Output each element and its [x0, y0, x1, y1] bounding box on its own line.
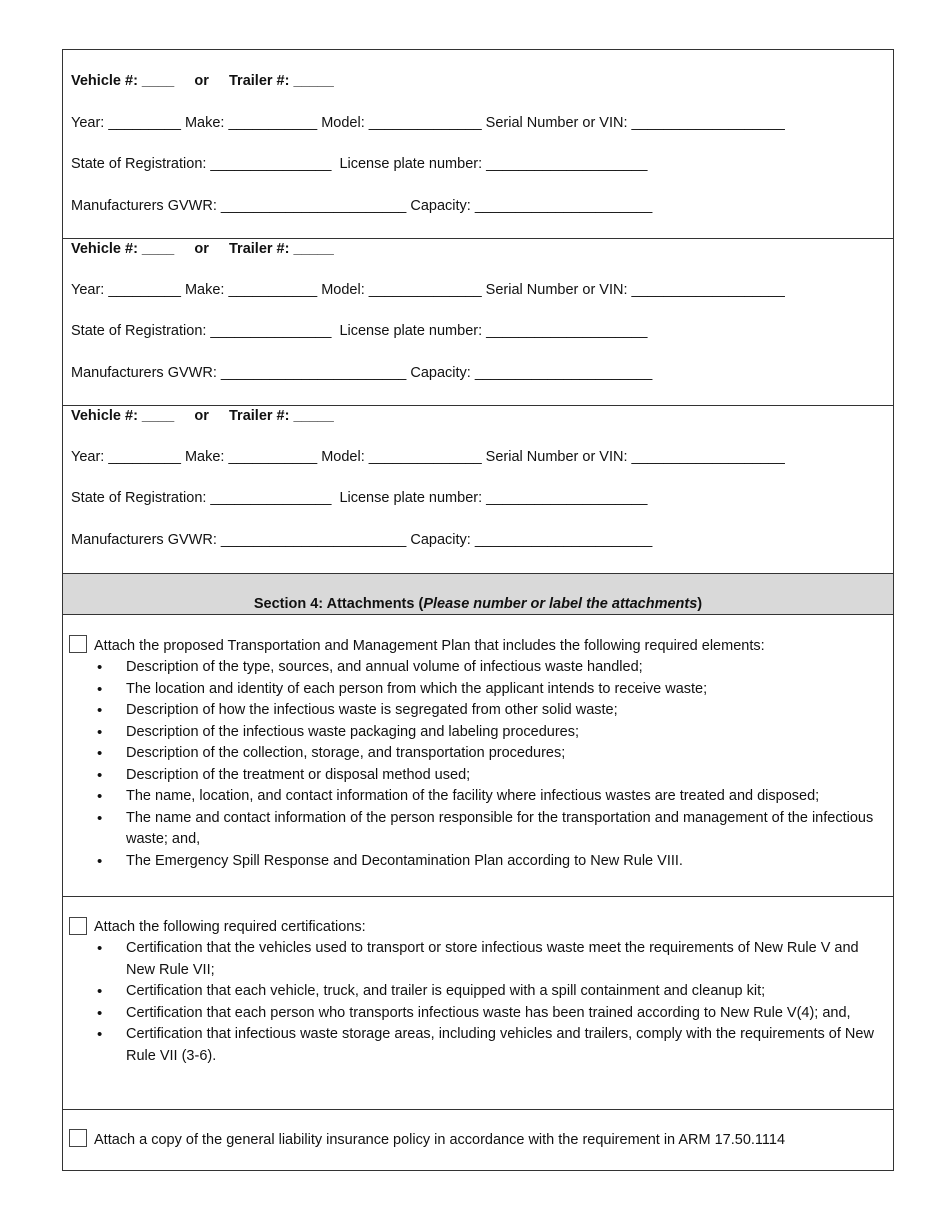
year-make-model-vin-line[interactable]: Year: _________ Make: ___________ Model: ______________ Serial Number or VIN: ___________________: [71, 282, 785, 298]
list-item: • The Emergency Spill Response and Decontamination Plan according to New Rule VIII.: [97, 852, 683, 870]
list-item: • Description of how the infectious waste is segregated from other solid waste;: [97, 702, 618, 719]
attachment-plan-lead: Attach the proposed Transportation and Management Plan that includes the following required elements:: [94, 638, 765, 654]
vehicle-block-2: [63, 238, 893, 405]
gvwr-capacity-line[interactable]: Manufacturers GVWR: _______________________ Capacity: ______________________: [71, 365, 653, 381]
certifications-list: [97, 938, 887, 1067]
vehicle-block-3: [63, 405, 893, 573]
vehicle-number-field[interactable]: Vehicle #: ____: [71, 73, 175, 89]
attachment-insurance: [63, 1109, 893, 1171]
or-label: or: [194, 241, 209, 257]
vehicle-block-1: [63, 50, 893, 238]
vehicle-trailer-line: [71, 408, 334, 424]
vehicle-number-field[interactable]: Vehicle #: ____: [71, 408, 175, 424]
section-4-title: Section 4: Attachments (Please number or label the attachments): [253, 596, 703, 612]
list-item: • The name, location, and contact information of the facility where infectious wastes are treated and disposed;: [97, 788, 820, 805]
list-item: • Certification that each person who transports infectious waste has been trained according to New Rule V(4); and,: [97, 1004, 851, 1022]
registration-plate-line[interactable]: State of Registration: _______________ License plate number: ____________________: [71, 490, 648, 506]
list-item: • The location and identity of each person from which the applicant intends to receive waste;: [97, 680, 708, 698]
vehicle-trailer-line: [71, 73, 334, 89]
list-item: • Certification that the vehicles used to transport or store infectious waste meet the requirements of New Rule V and New Rule VII;: [97, 940, 859, 978]
trailer-number-field[interactable]: Trailer #: _____: [229, 73, 334, 89]
year-make-model-vin-line[interactable]: Year: _________ Make: ___________ Model: ______________ Serial Number or VIN: ___________________: [71, 115, 785, 131]
plan-elements-list: [97, 657, 887, 872]
checkbox-insurance[interactable]: [69, 1129, 87, 1147]
list-item: • Description of the treatment or disposal method used;: [97, 766, 471, 784]
registration-plate-line[interactable]: State of Registration: _______________ License plate number: ____________________: [71, 323, 648, 339]
gvwr-capacity-line[interactable]: Manufacturers GVWR: _______________________ Capacity: ______________________: [71, 532, 653, 548]
list-item: • The name and contact information of the person responsible for the transportation and management of the infectious waste; and,: [97, 809, 874, 847]
year-make-model-vin-line[interactable]: Year: _________ Make: ___________ Model: ______________ Serial Number or VIN: ___________________: [71, 449, 785, 465]
or-label: or: [194, 408, 209, 424]
list-item: • Description of the collection, storage, and transportation procedures;: [97, 745, 566, 762]
list-item: • Description of the infectious waste packaging and labeling procedures;: [97, 723, 579, 741]
form-frame: [62, 49, 894, 1171]
or-label: or: [194, 73, 209, 89]
vehicle-number-field[interactable]: Vehicle #: ____: [71, 241, 175, 257]
attachment-certifications-lead: Attach the following required certifications:: [94, 919, 366, 935]
trailer-number-field[interactable]: Trailer #: _____: [229, 408, 334, 424]
attachment-insurance-lead: Attach a copy of the general liability insurance policy in accordance with the requirement in ARM 17.50.1114: [94, 1132, 786, 1148]
section-4-header: [63, 573, 893, 615]
list-item: • Certification that each vehicle, truck, and trailer is equipped with a spill containment and cleanup kit;: [97, 983, 766, 1000]
attachment-certifications: [63, 896, 893, 1109]
vehicle-trailer-line: [71, 241, 334, 257]
list-item: • Description of the type, sources, and annual volume of infectious waste handled;: [97, 659, 643, 676]
checkbox-plan[interactable]: [69, 635, 87, 653]
trailer-number-field[interactable]: Trailer #: _____: [229, 241, 334, 257]
registration-plate-line[interactable]: State of Registration: _______________ License plate number: ____________________: [71, 156, 648, 172]
checkbox-certifications[interactable]: [69, 917, 87, 935]
attachment-plan: [63, 615, 893, 896]
gvwr-capacity-line[interactable]: Manufacturers GVWR: _______________________ Capacity: ______________________: [71, 198, 653, 214]
list-item: • Certification that infectious waste storage areas, including vehicles and trailers, comply with the requirements of New Rule VII (3-6).: [97, 1026, 874, 1064]
